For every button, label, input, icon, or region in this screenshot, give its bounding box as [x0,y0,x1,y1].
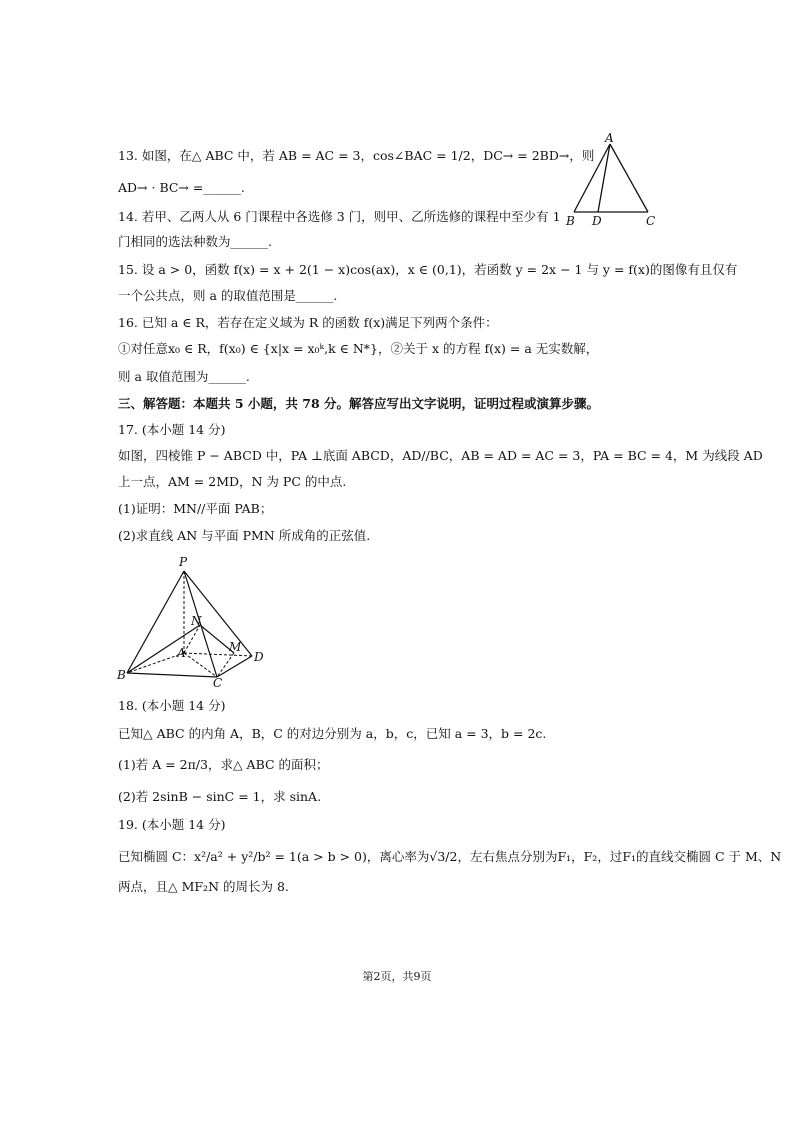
q19-line1: 已知椭圆 C：x²/a² + y²/b² = 1(a > b > 0)，离心率为√3/2，左右焦点分别为F₁，F₂，过F₁的直线交椭圆 C 于 M、N [118,849,782,864]
label-d: D [592,214,602,228]
q16-line2: ①对任意x₀ ∈ R，f(x₀) ∈ {x|x = x₀ᵏ,k ∈ N*}，②关于 x 的方程 f(x) = a 无实数解， [118,341,599,356]
label-b: B [117,668,126,682]
edge-pb [127,571,184,673]
label-a: A [177,646,186,660]
q17-part1: (1)证明：MN//平面 PAB； [118,501,273,516]
q16-line1: 16. 已知 a ∈ R，若存在定义域为 R 的函数 f(x)满足下列两个条件： [118,315,498,330]
pyramid-figure [112,553,272,688]
edge-ad [184,653,252,656]
label-c: C [213,676,223,688]
label-a: A [605,132,614,145]
q18-header: 18. (本小题 14 分) [118,698,226,713]
label-m: M [229,640,242,654]
label-b: B [566,214,575,228]
q19-header: 19. (本小题 14 分) [118,817,226,832]
q15-line2: 一个公共点，则 a 的取值范围是______. [118,288,338,303]
q17-part2: (2)求直线 AN 与平面 PMN 所成角的正弦值. [118,528,371,543]
q15-line1: 15. 设 a > 0，函数 f(x) = x + 2(1 − x)cos(ax)，x ∈ (0,1)，若函数 y = 2x − 1 与 y = f(x)的图像有且仅有 [118,262,738,277]
q16-line3: 则 a 取值范围为______. [118,369,250,384]
q17-line2: 上一点，AM = 2MD，N 为 PC 的中点. [118,474,347,489]
segment-ac [184,653,217,677]
q19-line2: 两点，且△ MF₂N 的周长为 8. [118,879,289,894]
side-ac [610,144,648,212]
q14-line2: 门相同的选法种数为______. [118,234,272,249]
q14-line1: 14. 若甲、乙两人从 6 门课程中各选修 3 门，则甲、乙所选修的课程中至少有 1 [118,209,561,224]
q17-line1: 如图，四棱锥 P − ABCD 中，PA ⊥底面 ABCD，AD//BC，AB = AD = AC = 3，PA = BC = 4，M 为线段 AD [118,448,763,463]
edge-ab [127,653,184,673]
q18-part2: (2)若 2sinB − sinC = 1，求 sinA. [118,789,322,804]
q17-header: 17. (本小题 14 分) [118,422,226,437]
label-c: C [646,214,656,228]
label-d: D [254,650,264,664]
q18-line1: 已知△ ABC 的内角 A，B，C 的对边分别为 a，b，c，已知 a = 3，b = 2c. [118,726,547,741]
q13-line2: AD→ · BC→ =______. [118,180,245,195]
section-3-heading: 三、解答题：本题共 5 小题，共 78 分。解答应写出文字说明，证明过程或演算步骤。 [118,396,600,411]
q18-part1: (1)若 A = 2π/3，求△ ABC 的面积； [118,757,329,772]
segment-mc [217,653,234,677]
q13-line1: 13. 如图，在△ ABC 中，若 AB = AC = 3，cos∠BAC = 1/2，DC→ = 2BD→，则 [118,148,595,163]
page-footer: 第2页，共9页 [362,970,432,983]
triangle-abc-figure [558,132,688,232]
label-n: N [191,614,202,628]
segment-bn [127,625,200,673]
label-p: P [179,555,188,569]
edge-bc [127,673,217,677]
edge-cd [217,656,252,677]
segment-an [184,625,200,653]
